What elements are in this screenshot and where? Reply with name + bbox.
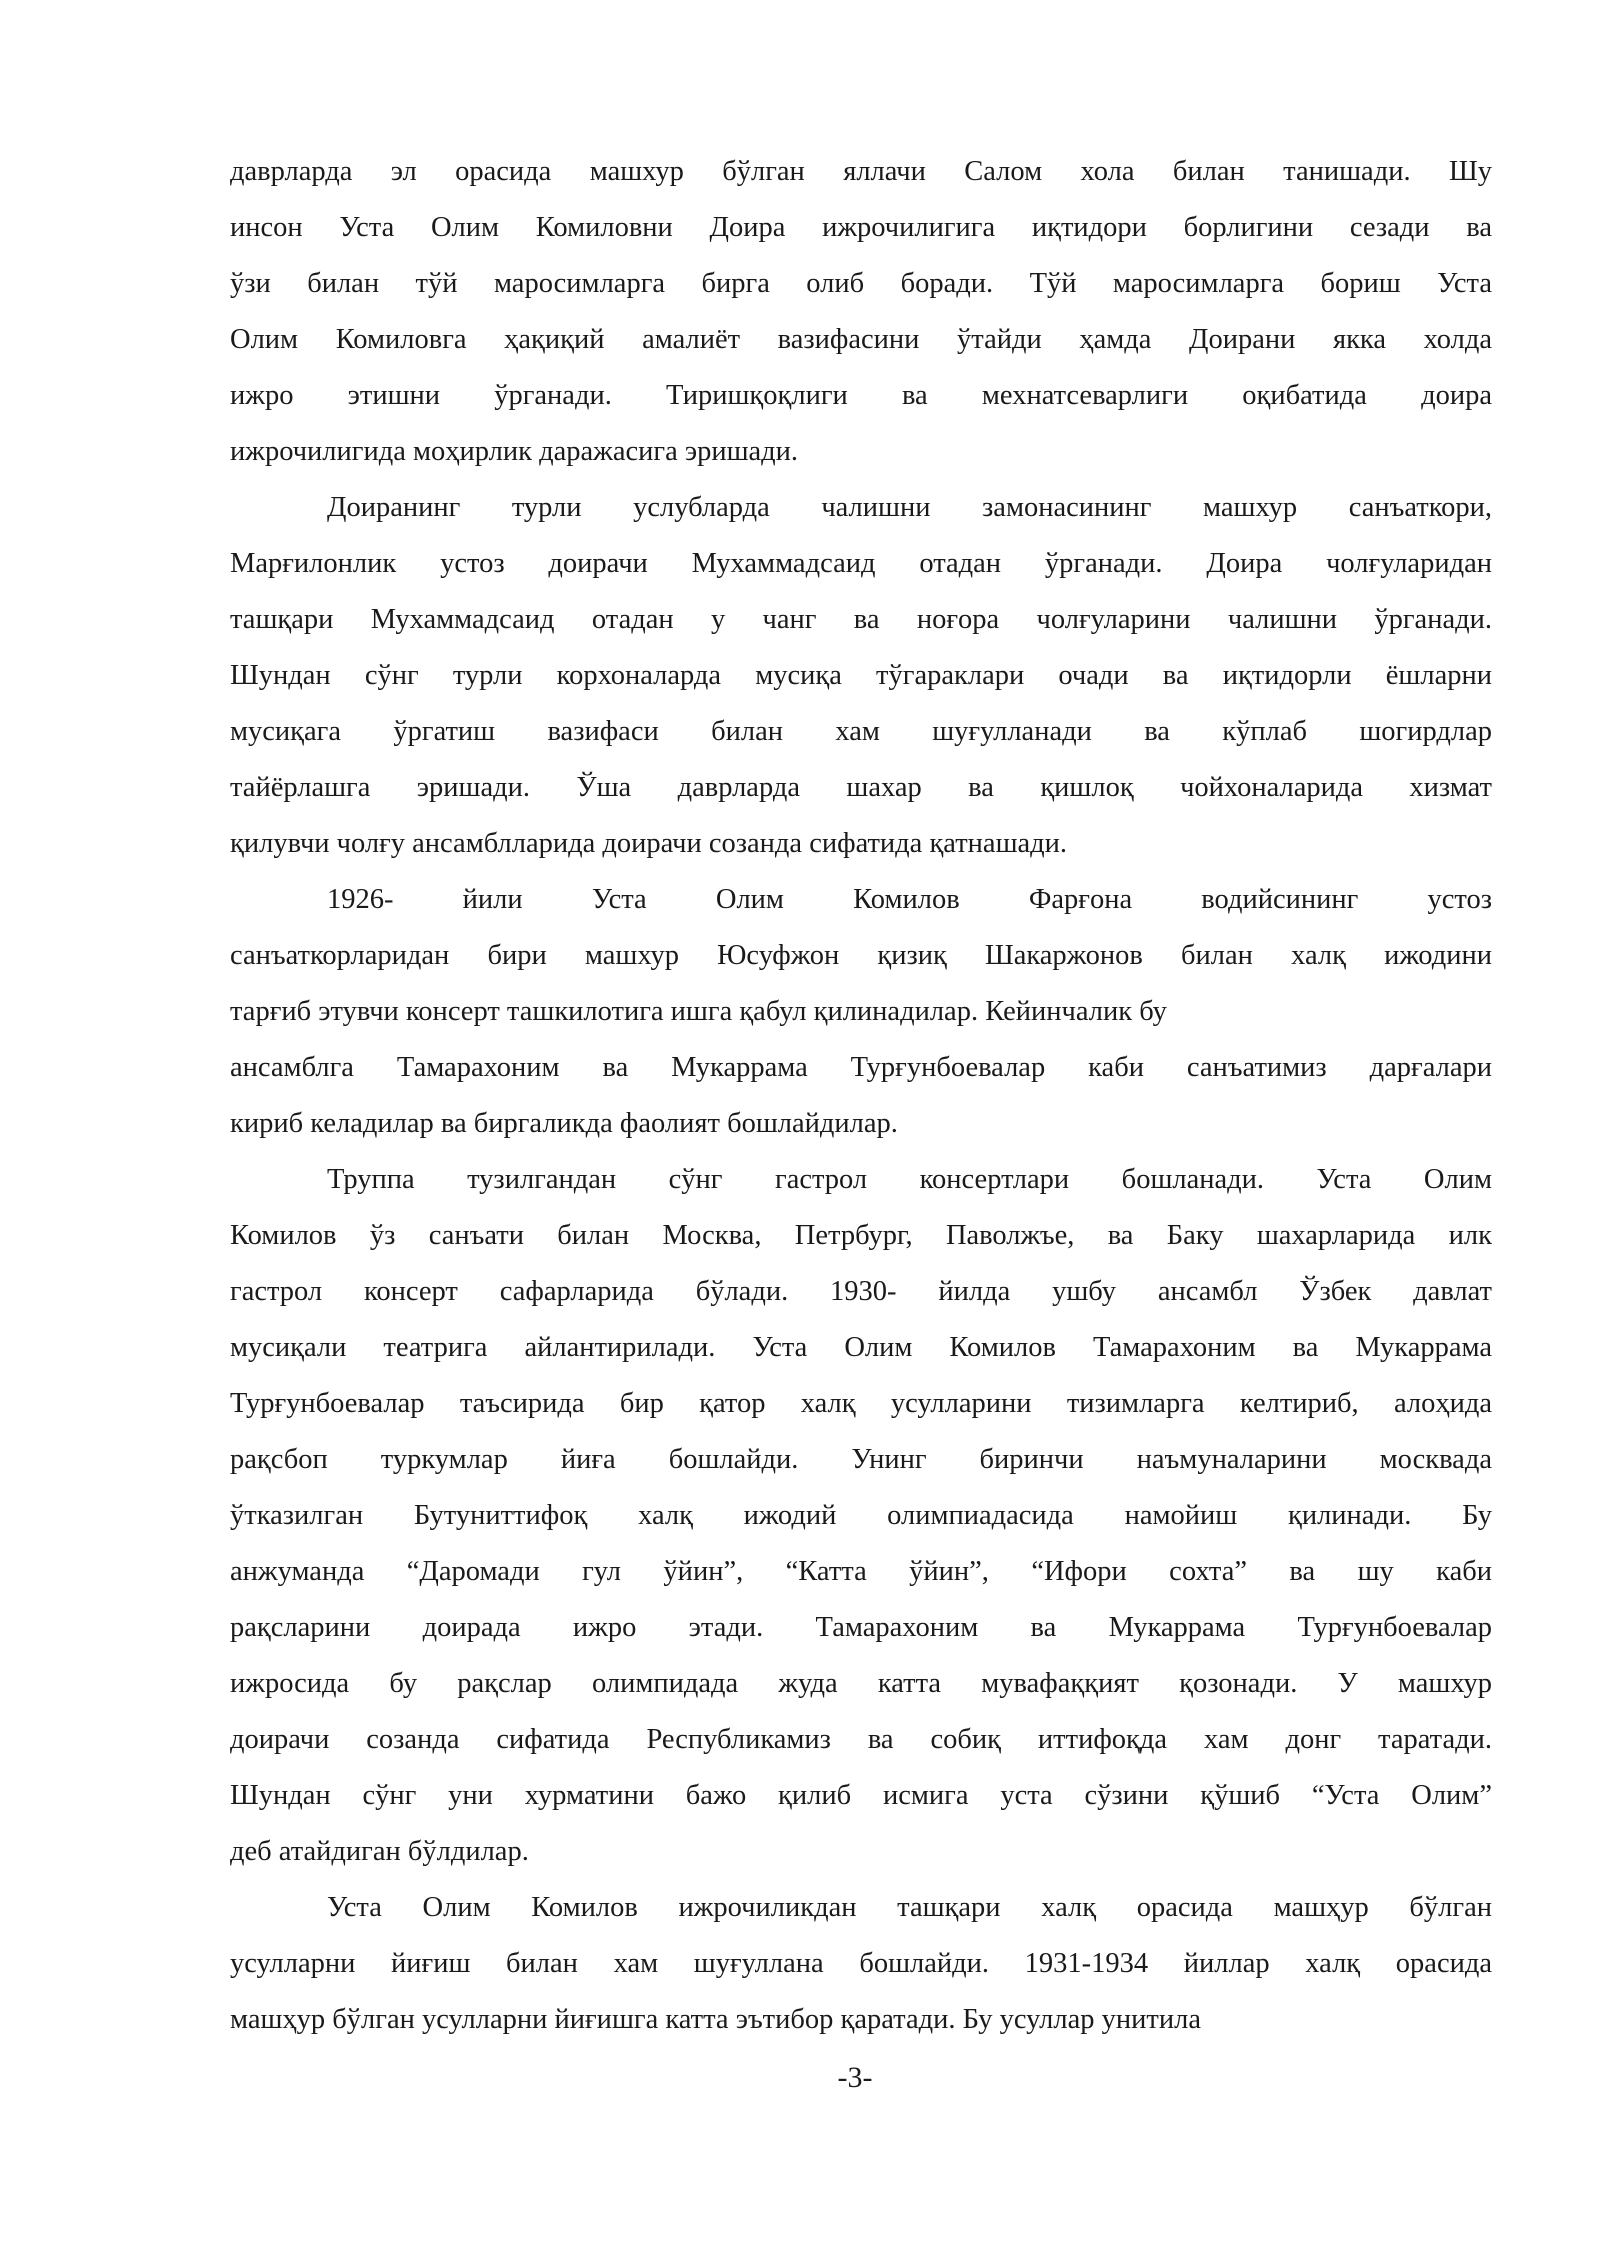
text-line: анжуманда “Даромади гул ўйин”, “Катта ўйин”, “Ифори сохта” ва шу каби: [230, 1556, 1492, 1587]
text-line: мусиқали театрига айлантирилади. Уста Олим Комилов Тамарахоним ва Мукаррама: [230, 1332, 1492, 1363]
text-line: Марғилонлик устоз доирачи Мухаммадсаид отадан ўрганади. Доира чолғуларидан: [230, 548, 1492, 579]
text-line: ижросида бу рақслар олимпидада жуда катта мувафаққият қозонади. У машхур: [230, 1668, 1492, 1699]
text-line: машҳур бўлган усулларни йиғишга катта эътибор қаратади. Бу усуллар унитила: [230, 2004, 1201, 2035]
paragraph-3: [230, 872, 1492, 1152]
text-line: рақсларини доирада ижро этади. Тамарахоним ва Мукаррама Турғунбоевалар: [230, 1612, 1492, 1643]
text-line: рақсбоп туркумлар йиға бошлайди. Унинг биринчи наъмуналарини москвада: [230, 1444, 1492, 1475]
text-line: ташқари Мухаммадсаид отадан у чанг ва ноғора чолғуларини чалишни ўрганади.: [230, 604, 1492, 635]
text-line: ансамблга Тамарахоним ва Мукаррама Турғунбоевалар каби санъатимиз дарғалари: [230, 1052, 1492, 1083]
text-line: ижро этишни ўрганади. Тиришқоқлиги ва мехнатсеварлиги оқибатида доира: [230, 380, 1492, 411]
text-line: даврларда эл орасида машхур бўлган яллачи Салом хола билан танишади. Шу: [230, 156, 1492, 187]
text-line: тайёрлашга эришади. Ўша даврларда шахар ва қишлоқ чойхоналарида хизмат: [230, 772, 1492, 803]
text-line: гастрол консерт сафарларида бўлади. 1930- йилда ушбу ансамбл Ўзбек давлат: [230, 1276, 1492, 1307]
text-line: Шундан сўнг уни хурматини бажо қилиб исмига уста сўзини қўшиб “Уста Олим”: [230, 1780, 1492, 1811]
text-line: Комилов ўз санъати билан Москва, Петрбург, Паволжъе, ва Баку шахарларида илк: [230, 1220, 1492, 1251]
text-line: деб атайдиган бўлдилар.: [230, 1836, 529, 1867]
text-line: доирачи созанда сифатида Республикамиз ва собиқ иттифоқда хам донг таратади.: [230, 1724, 1492, 1755]
paragraph-1: [230, 144, 1492, 480]
text-line: Турғунбоевалар таъсирида бир қатор халқ усулларини тизимларга келтириб, алоҳида: [230, 1388, 1492, 1419]
text-line: Доиранинг турли услубларда чалишни замонасининг машхур санъаткори,: [327, 492, 1492, 523]
text-line: Шундан сўнг турли корхоналарда мусиқа тўгараклари очади ва иқтидорли ёшларни: [230, 660, 1492, 691]
text-line: Труппа тузилгандан сўнг гастрол консертлари бошланади. Уста Олим: [327, 1164, 1492, 1195]
text-line: ўзи билан тўй маросимларга бирга олиб боради. Тўй маросимларга бориш Уста: [230, 268, 1492, 299]
paragraph-5: [230, 1880, 1492, 2048]
text-line: усулларни йиғиш билан хам шуғуллана бошлайди. 1931-1934 йиллар халқ орасида: [230, 1948, 1492, 1979]
text-line: Олим Комиловга ҳақиқий амалиёт вазифасини ўтайди ҳамда Доирани якка холда: [230, 324, 1492, 355]
text-line: кириб келадилар ва биргаликда фаолият бошлайдилар.: [230, 1108, 898, 1139]
text-line: 1926- йили Уста Олим Комилов Фарғона водийсининг устоз: [327, 884, 1492, 915]
paragraph-4: [230, 1152, 1492, 1880]
document-body: [230, 144, 1492, 2048]
paragraph-2: [230, 480, 1492, 872]
text-line: ўтказилган Бутуниттифоқ халқ ижодий олимпиадасида намойиш қилинади. Бу: [230, 1500, 1492, 1531]
text-line: санъаткорларидан бири машхур Юсуфжон қизиқ Шакаржонов билан халқ ижодини: [230, 940, 1492, 971]
text-line: ижрочилигида моҳирлик даражасига эришади.: [230, 436, 799, 467]
text-line: Уста Олим Комилов ижрочиликдан ташқари халқ орасида машҳур бўлган: [327, 1892, 1492, 1923]
text-line: мусиқага ўргатиш вазифаси билан хам шуғулланади ва кўплаб шогирдлар: [230, 716, 1492, 747]
text-line: қилувчи чолғу ансамблларида доирачи созанда сифатида қатнашади.: [230, 828, 1068, 859]
text-line: инсон Уста Олим Комиловни Доира ижрочилигига иқтидори борлигини сезади ва: [230, 212, 1492, 243]
text-line: тарғиб этувчи консерт ташкилотига ишга қабул қилинадилар. Кейинчалик бу: [230, 996, 1167, 1027]
page-number: -3-: [837, 2061, 873, 2094]
